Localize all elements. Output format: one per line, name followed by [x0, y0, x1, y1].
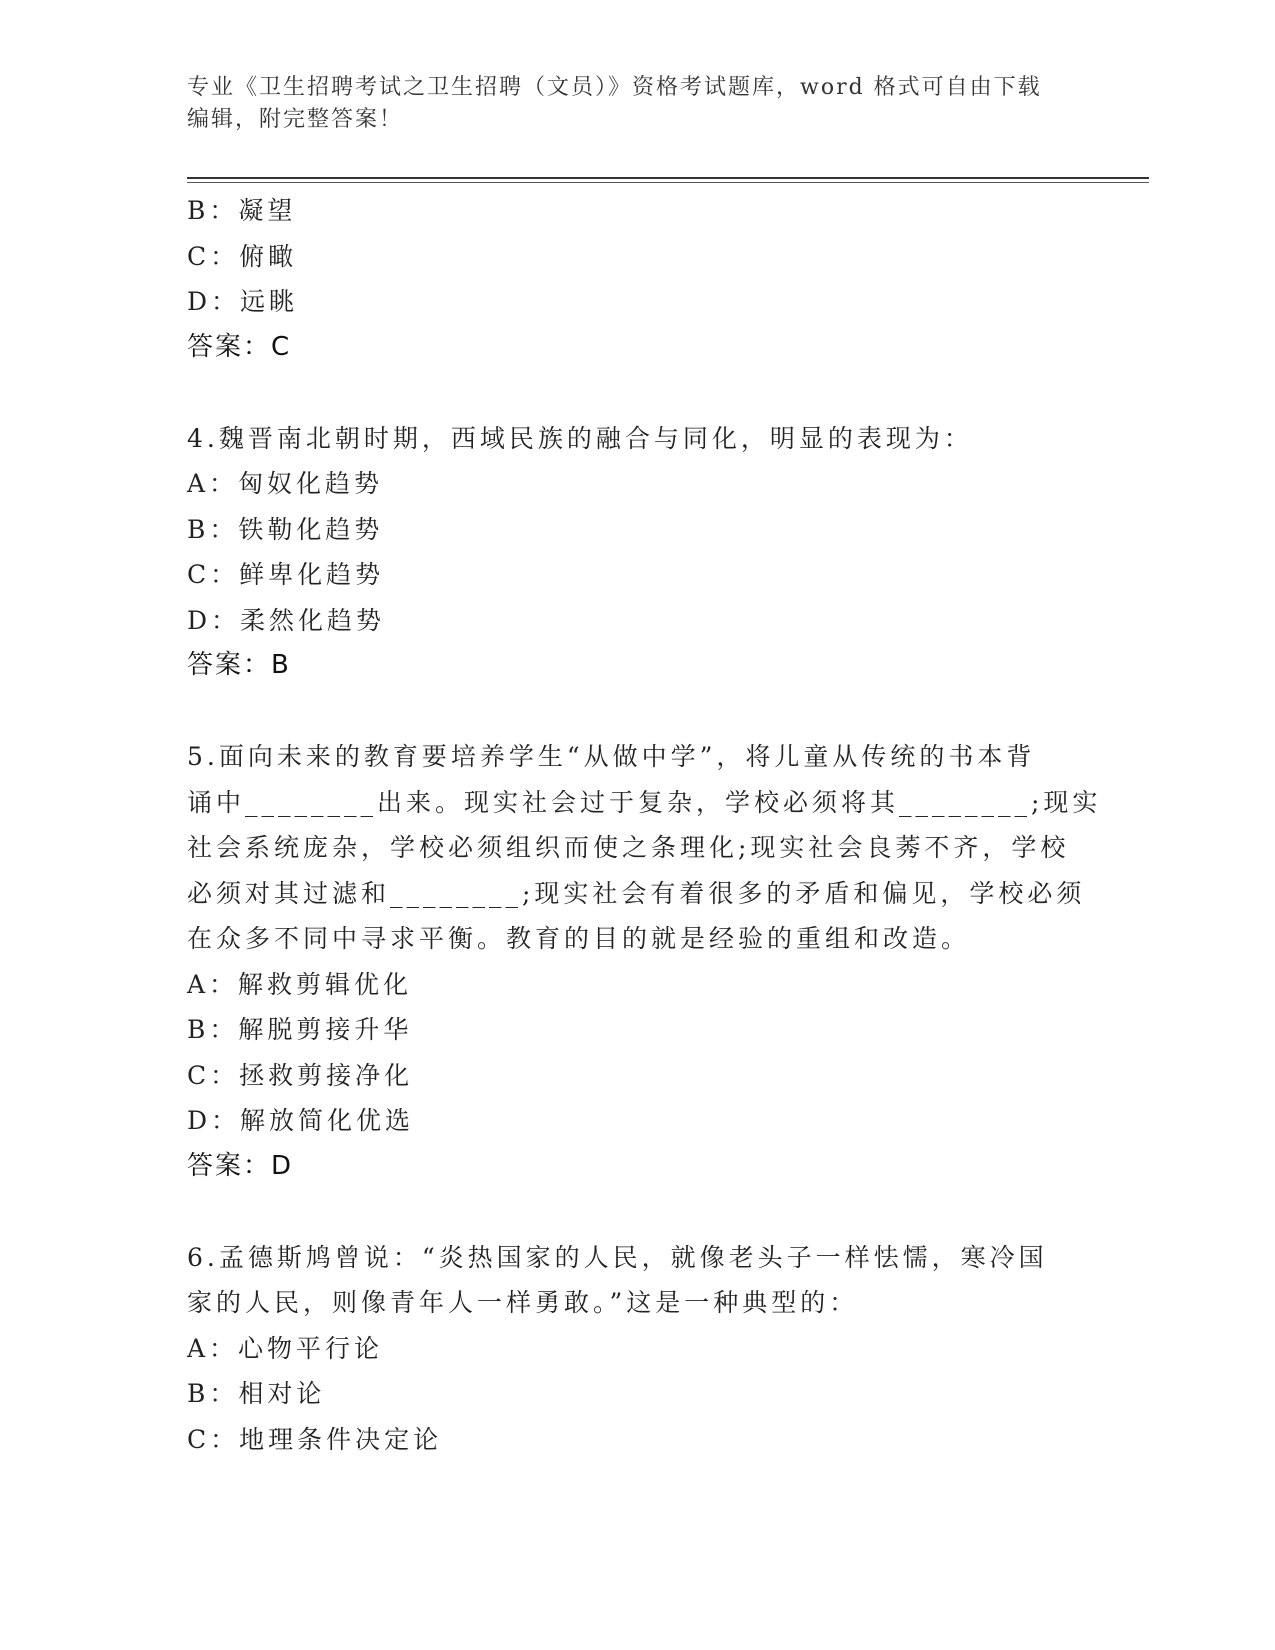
header-rule-thick [187, 177, 1149, 179]
q5-stem-line-1: 5.面向未来的教育要培养学生“从做中学”，将儿童从传统的书本背 [187, 742, 1036, 771]
q5-stem-line-5: 在众多不同中寻求平衡。教育的目的就是经验的重组和改造。 [187, 924, 971, 953]
q5-option-c: C：拯救剪接净化 [187, 1060, 414, 1090]
q3-option-d: D：远眺 [187, 287, 299, 316]
q4-option-b: B：铁勒化趋势 [187, 514, 384, 544]
q4-option-c: C：鲜卑化趋势 [187, 560, 385, 589]
question-4-block [187, 416, 1087, 689]
header-line-2: 编辑，附完整答案！ [187, 107, 404, 132]
spacer [187, 689, 1087, 735]
q6-option-b: B：相对论 [187, 1379, 326, 1408]
q5-stem-line-2: 诵中________出来。现实社会过于复杂，学校必须将其________;现实 [187, 787, 1102, 817]
q5-stem-line-3: 社会系统庞杂，学校必须组织而使之条理化;现实社会良莠不齐，学校 [187, 833, 1070, 862]
document-header [187, 72, 1087, 136]
question-content [187, 188, 1102, 1462]
spacer [187, 370, 1087, 416]
q4-option-a: A：匈奴化趋势 [187, 469, 384, 498]
q6-stem-line-1: 6.孟德斯鸠曾说：“炎热国家的人民，就像老头子一样怯懦，寒冷国 [187, 1242, 1048, 1272]
q3-option-b: B：凝望 [187, 196, 297, 225]
q5-option-b: B：解脱剪接升华 [187, 1015, 413, 1044]
q4-stem: 4.魏晋南北朝时期，西域民族的融合与同化，明显的表现为： [187, 423, 973, 453]
spacer [187, 1189, 1087, 1235]
q4-answer: 答案：B [187, 650, 291, 680]
q6-option-a: A：心物平行论 [187, 1333, 384, 1363]
q3-option-c: C：俯瞰 [187, 241, 298, 271]
q5-stem-line-4: 必须对其过滤和________;现实社会有着很多的矛盾和偏见，学校必须 [187, 878, 1086, 908]
q5-answer: 答案：D [187, 1150, 294, 1181]
q3-answer: 答案：C [187, 331, 292, 362]
question-6-block [187, 1235, 1087, 1463]
q5-option-d: D：解放简化优选 [187, 1106, 415, 1135]
q4-option-d: D：柔然化趋势 [187, 605, 386, 635]
question-3-block [187, 188, 1087, 370]
header-line-1: 专业《卫生招聘考试之卫生招聘（文员）》资格考试题库，word 格式可自由下载 [187, 75, 1042, 100]
q6-option-c: C：地理条件决定论 [187, 1424, 443, 1454]
q6-stem-line-2: 家的人民，则像青年人一样勇敢。”这是一种典型的： [187, 1288, 859, 1317]
header-rule-thin [187, 182, 1149, 183]
question-5-block [187, 734, 1102, 1189]
q5-option-a: A：解救剪辑优化 [187, 969, 413, 999]
